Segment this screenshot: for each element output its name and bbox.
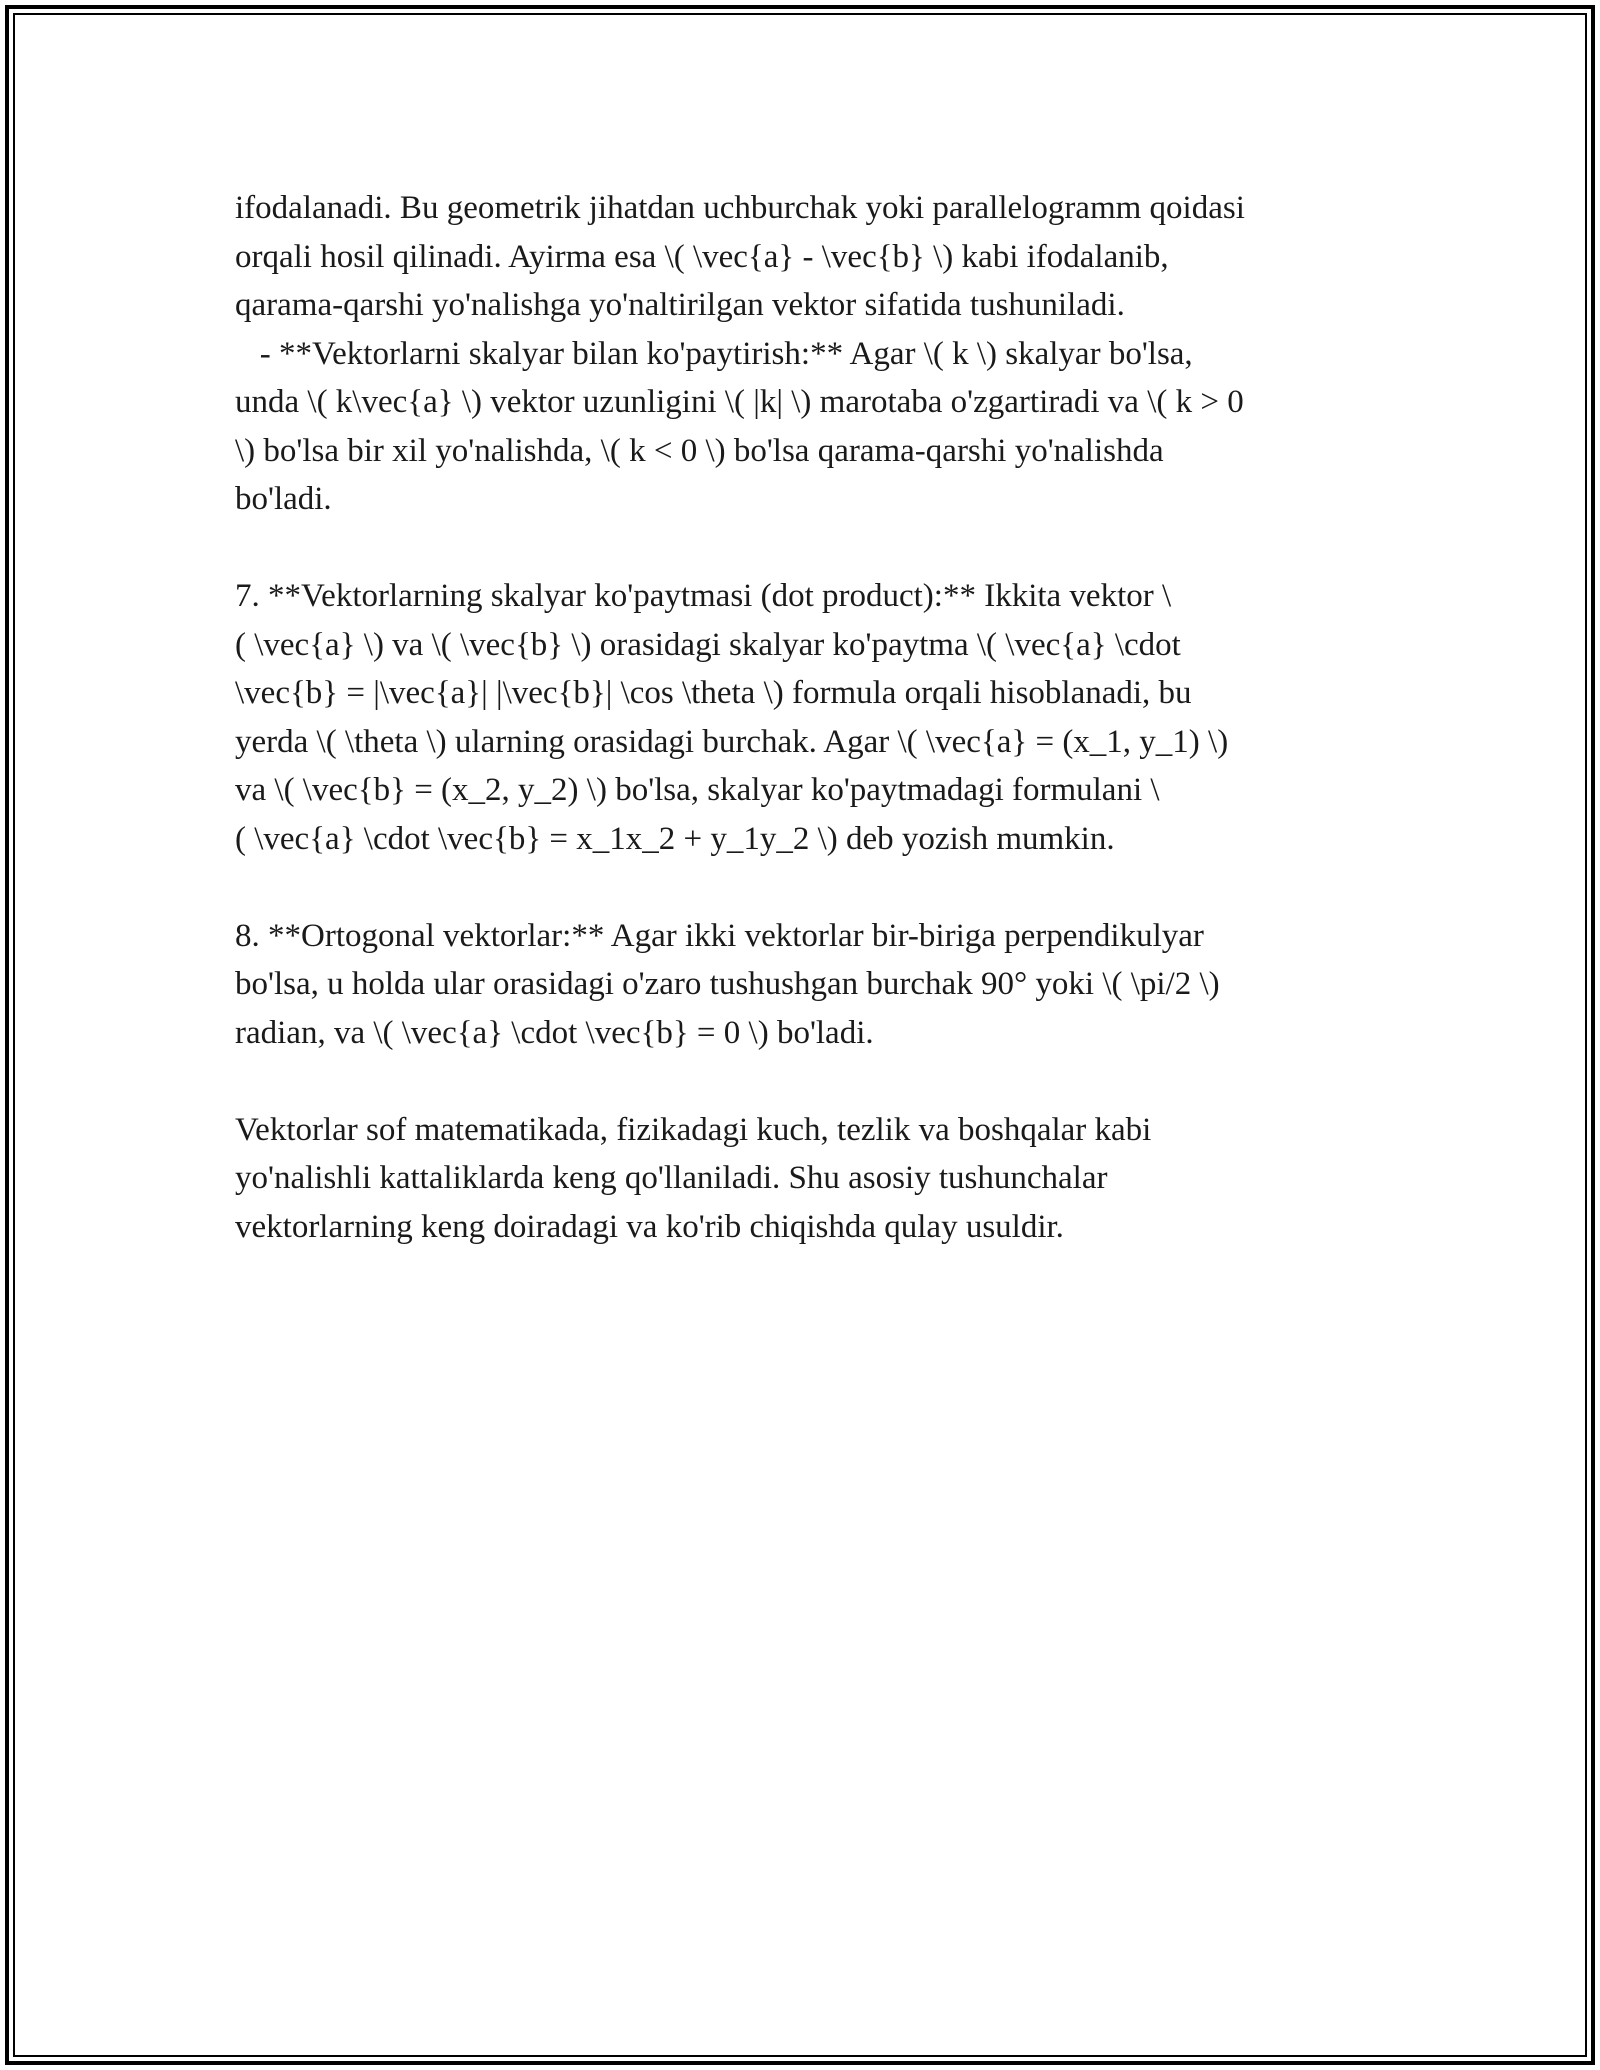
paragraph-spacer: [235, 524, 1385, 573]
text-line: ( \vec{a} \) va \( \vec{b} \) orasidagi skalyar ko'paytma \( \vec{a} \cdot: [235, 626, 1181, 663]
text-line: bo'lsa, u holda ular orasidagi o'zaro tushushgan burchak 90° yoki \( \pi/2 \): [235, 966, 1220, 1002]
paragraph-vector-operations: [235, 184, 1385, 524]
paragraph-dot-product: [235, 572, 1385, 863]
text-line: - **Vektorlarni skalyar bilan ko'paytirish:** Agar \( k \) skalyar bo'lsa,: [235, 335, 1193, 372]
text-line: bo'ladi.: [235, 481, 332, 517]
text-line: yo'nalishli kattaliklarda keng qo'llaniladi. Shu asosiy tushunchalar: [235, 1160, 1108, 1196]
text-line: vektorlarning keng doiradagi va ko'rib chiqishda qulay usuldir.: [235, 1208, 1064, 1245]
paragraph-spacer: [235, 863, 1385, 912]
paragraph-orthogonal-vectors: [235, 912, 1385, 1058]
text-line: orqali hosil qilinadi. Ayirma esa \( \vec{a} - \vec{b} \) kabi ifodalanib,: [235, 238, 1169, 275]
text-line: qarama-qarshi yo'nalishga yo'naltirilgan vektor sifatida tushuniladi.: [235, 287, 1125, 323]
text-line: 7. **Vektorlarning skalyar ko'paytmasi (dot product):** Ikkita vektor \: [235, 578, 1172, 614]
text-line: radian, va \( \vec{a} \cdot \vec{b} = 0 \) bo'ladi.: [235, 1014, 874, 1051]
text-line: yerda \( \theta \) ularning orasidagi burchak. Agar \( \vec{a} = (x_1, y_1) \): [235, 723, 1229, 760]
text-line: \vec{b} = |\vec{a}| |\vec{b}| \cos \theta \) formula orqali hisoblanadi, bu: [235, 675, 1192, 711]
text-line: \) bo'lsa bir xil yo'nalishda, \( k < 0 \) bo'lsa qarama-qarshi yo'nalishda: [235, 432, 1164, 469]
paragraph-spacer: [235, 1057, 1385, 1106]
document-body: [235, 184, 1385, 1251]
text-line: Vektorlar sof matematikada, fizikadagi kuch, tezlik va boshqalar kabi: [235, 1111, 1152, 1148]
paragraph-conclusion: [235, 1106, 1385, 1252]
text-line: unda \( k\vec{a} \) vektor uzunligini \( |k| \) marotaba o'zgartiradi va \( k > 0: [235, 384, 1244, 420]
text-line: ( \vec{a} \cdot \vec{b} = x_1x_2 + y_1y_2 \) deb yozish mumkin.: [235, 820, 1115, 857]
text-line: va \( \vec{b} = (x_2, y_2) \) bo'lsa, skalyar ko'paytmadagi formulani \: [235, 772, 1160, 808]
text-line: ifodalanadi. Bu geometrik jihatdan uchburchak yoki parallelogramm qoidasi: [235, 190, 1245, 226]
text-line: 8. **Ortogonal vektorlar:** Agar ikki vektorlar bir-biriga perpendikulyar: [235, 917, 1204, 954]
